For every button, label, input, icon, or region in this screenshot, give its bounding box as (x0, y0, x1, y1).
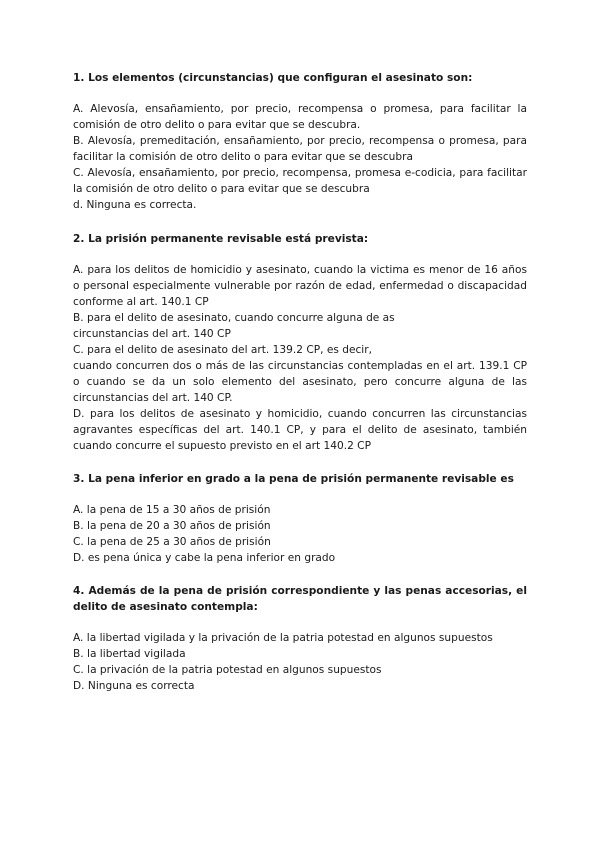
question-1 (73, 70, 527, 213)
question-2-option-a: A. para los delitos de homicidio y asesinato, cuando la victima es menor de 16 años o personal especialmente vulnerable por razón de edad, enfermedad o discapacidad conforme al art. 140.1 CP (73, 264, 527, 308)
question-4-option-a: A. la libertad vigilada y la privación de la patria potestad en algunos supuestos (73, 632, 493, 644)
question-2-option-c: C. para el delito de asesinato del art. 139.2 CP, es decir, (73, 344, 372, 356)
question-1-title: 1. Los elementos (circunstancias) que configuran el asesinato son: (73, 72, 473, 84)
question-2-option-c-cont: cuando concurren dos o más de las circunstancias contempladas en el art. 139.1 CP o cuando se da un solo elemento del asesinato, pero concurre alguna de las circunstancias del art. 140 CP. (73, 360, 527, 404)
question-3-title: 3. La pena inferior en grado a la pena de prisión permanente revisable es (73, 473, 514, 485)
question-3-option-a: A. la pena de 15 a 30 años de prisión (73, 504, 271, 516)
question-1-option-d: d. Ninguna es correcta. (73, 199, 197, 211)
question-4-title: 4. Además de la pena de prisión correspondiente y las penas accesorias, el delito de asesinato contempla: (73, 585, 527, 613)
question-1-option-c: C. Alevosía, ensañamiento, por precio, recompensa, promesa e-codicia, para facilitar la comisión de otro delito o para evitar que se descubra (73, 167, 527, 195)
question-2 (73, 231, 527, 454)
question-4 (73, 583, 527, 694)
question-3-option-b: B. la pena de 20 a 30 años de prisión (73, 520, 271, 532)
document-page (73, 70, 527, 694)
question-2-title: 2. La prisión permanente revisable está prevista: (73, 233, 369, 245)
question-4-option-d: D. Ninguna es correcta (73, 680, 195, 692)
question-4-option-c: C. la privación de la patria potestad en algunos supuestos (73, 664, 382, 676)
question-3-option-c: C. la pena de 25 a 30 años de prisión (73, 536, 271, 548)
question-3-option-d: D. es pena única y cabe la pena inferior en grado (73, 552, 336, 564)
question-2-option-b-cont: circunstancias del art. 140 CP (73, 328, 231, 340)
question-3 (73, 471, 527, 566)
question-4-option-b: B. la libertad vigilada (73, 648, 186, 660)
question-1-option-a: A. Alevosía, ensañamiento, por precio, recompensa o promesa, para facilitar la comisión de otro delito o para evitar que se descubra. (73, 103, 527, 131)
question-1-option-b: B. Alevosía, premeditación, ensañamiento, por precio, recompensa o promesa, para facilitar la comisión de otro delito o para evitar que se descubra (73, 135, 527, 163)
question-2-option-d: D. para los delitos de asesinato y homicidio, cuando concurren las circunstancias agravantes específicas del art. 140.1 CP, y para el delito de asesinato, también cuando concurre el supuesto previsto en el art 140.2 CP (73, 408, 527, 452)
question-2-option-b: B. para el delito de asesinato, cuando concurre alguna de as (73, 312, 395, 324)
